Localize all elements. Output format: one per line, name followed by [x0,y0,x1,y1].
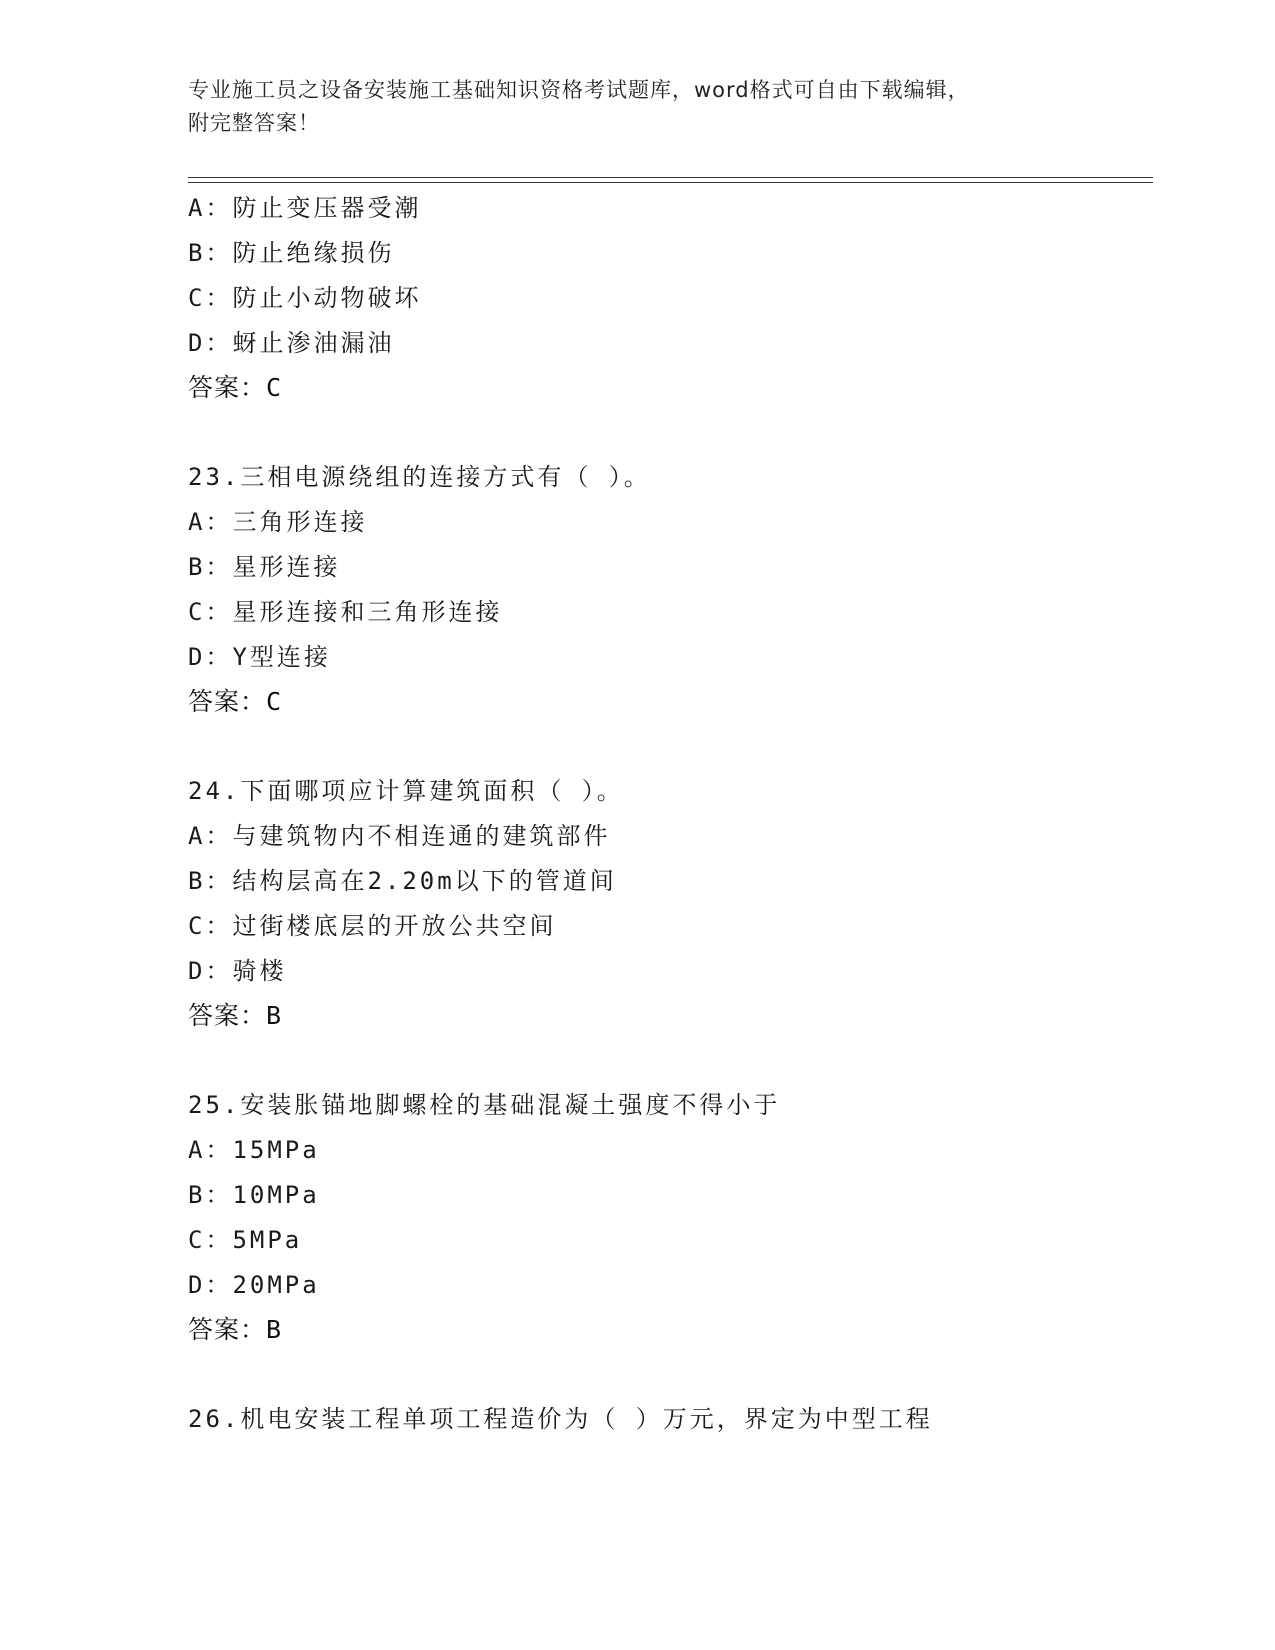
answer-label: 答案： [188,687,267,716]
q22-option-c: C：防止小动物破坏 [188,284,422,312]
q23-option-c: C：星形连接和三角形连接 [188,598,503,626]
header-rule-bottom [188,182,1153,183]
q23-question: 23.三相电源绕组的连接方式有（ ）。 [188,463,651,491]
q23-option-b: B：星形连接 [188,553,341,581]
q25-question: 25.安装胀锚地脚螺栓的基础混凝土强度不得小于 [188,1091,781,1119]
q23-option-a: A：三角形连接 [188,508,368,536]
q25-option-a: A：15MPa [188,1136,320,1164]
q24-question: 24.下面哪项应计算建筑面积（ ）。 [188,777,624,805]
header-rule-top [188,177,1153,178]
answer-value: C [266,373,283,402]
answer-value: B [266,1315,283,1344]
q24-option-b: B：结构层高在2.20m以下的管道间 [188,867,617,895]
q22-option-a: A：防止变压器受潮 [188,194,422,222]
header-line-1: 专业施工员之设备安装施工基础知识资格考试题库，word格式可自由下载编辑， [188,78,970,102]
q22-option-d: D：蚜止渗油漏油 [188,329,395,357]
answer-label: 答案： [188,1315,267,1344]
answer-label: 答案： [188,373,267,402]
q25-option-c: C：5MPa [188,1226,303,1254]
q24-option-a: A：与建筑物内不相连通的建筑部件 [188,822,611,850]
q22-answer [188,373,282,403]
q24-option-d: D：骑楼 [188,957,287,985]
q24-answer [188,1001,282,1031]
q23-option-d: D：Y型连接 [188,643,331,671]
document-header [188,74,1088,140]
q25-option-b: B：10MPa [188,1181,320,1209]
q22-option-b: B：防止绝缘损伤 [188,239,395,267]
q25-option-d: D：20MPa [188,1271,320,1299]
answer-label: 答案： [188,1001,267,1030]
q25-answer [188,1315,282,1345]
answer-value: B [266,1001,283,1030]
answer-value: C [266,687,283,716]
q24-option-c: C：过街楼底层的开放公共空间 [188,912,557,940]
q23-answer [188,687,282,717]
header-line-2: 附完整答案！ [188,111,320,135]
q26-question: 26.机电安装工程单项工程造价为（ ）万元，界定为中型工程 [188,1405,933,1433]
